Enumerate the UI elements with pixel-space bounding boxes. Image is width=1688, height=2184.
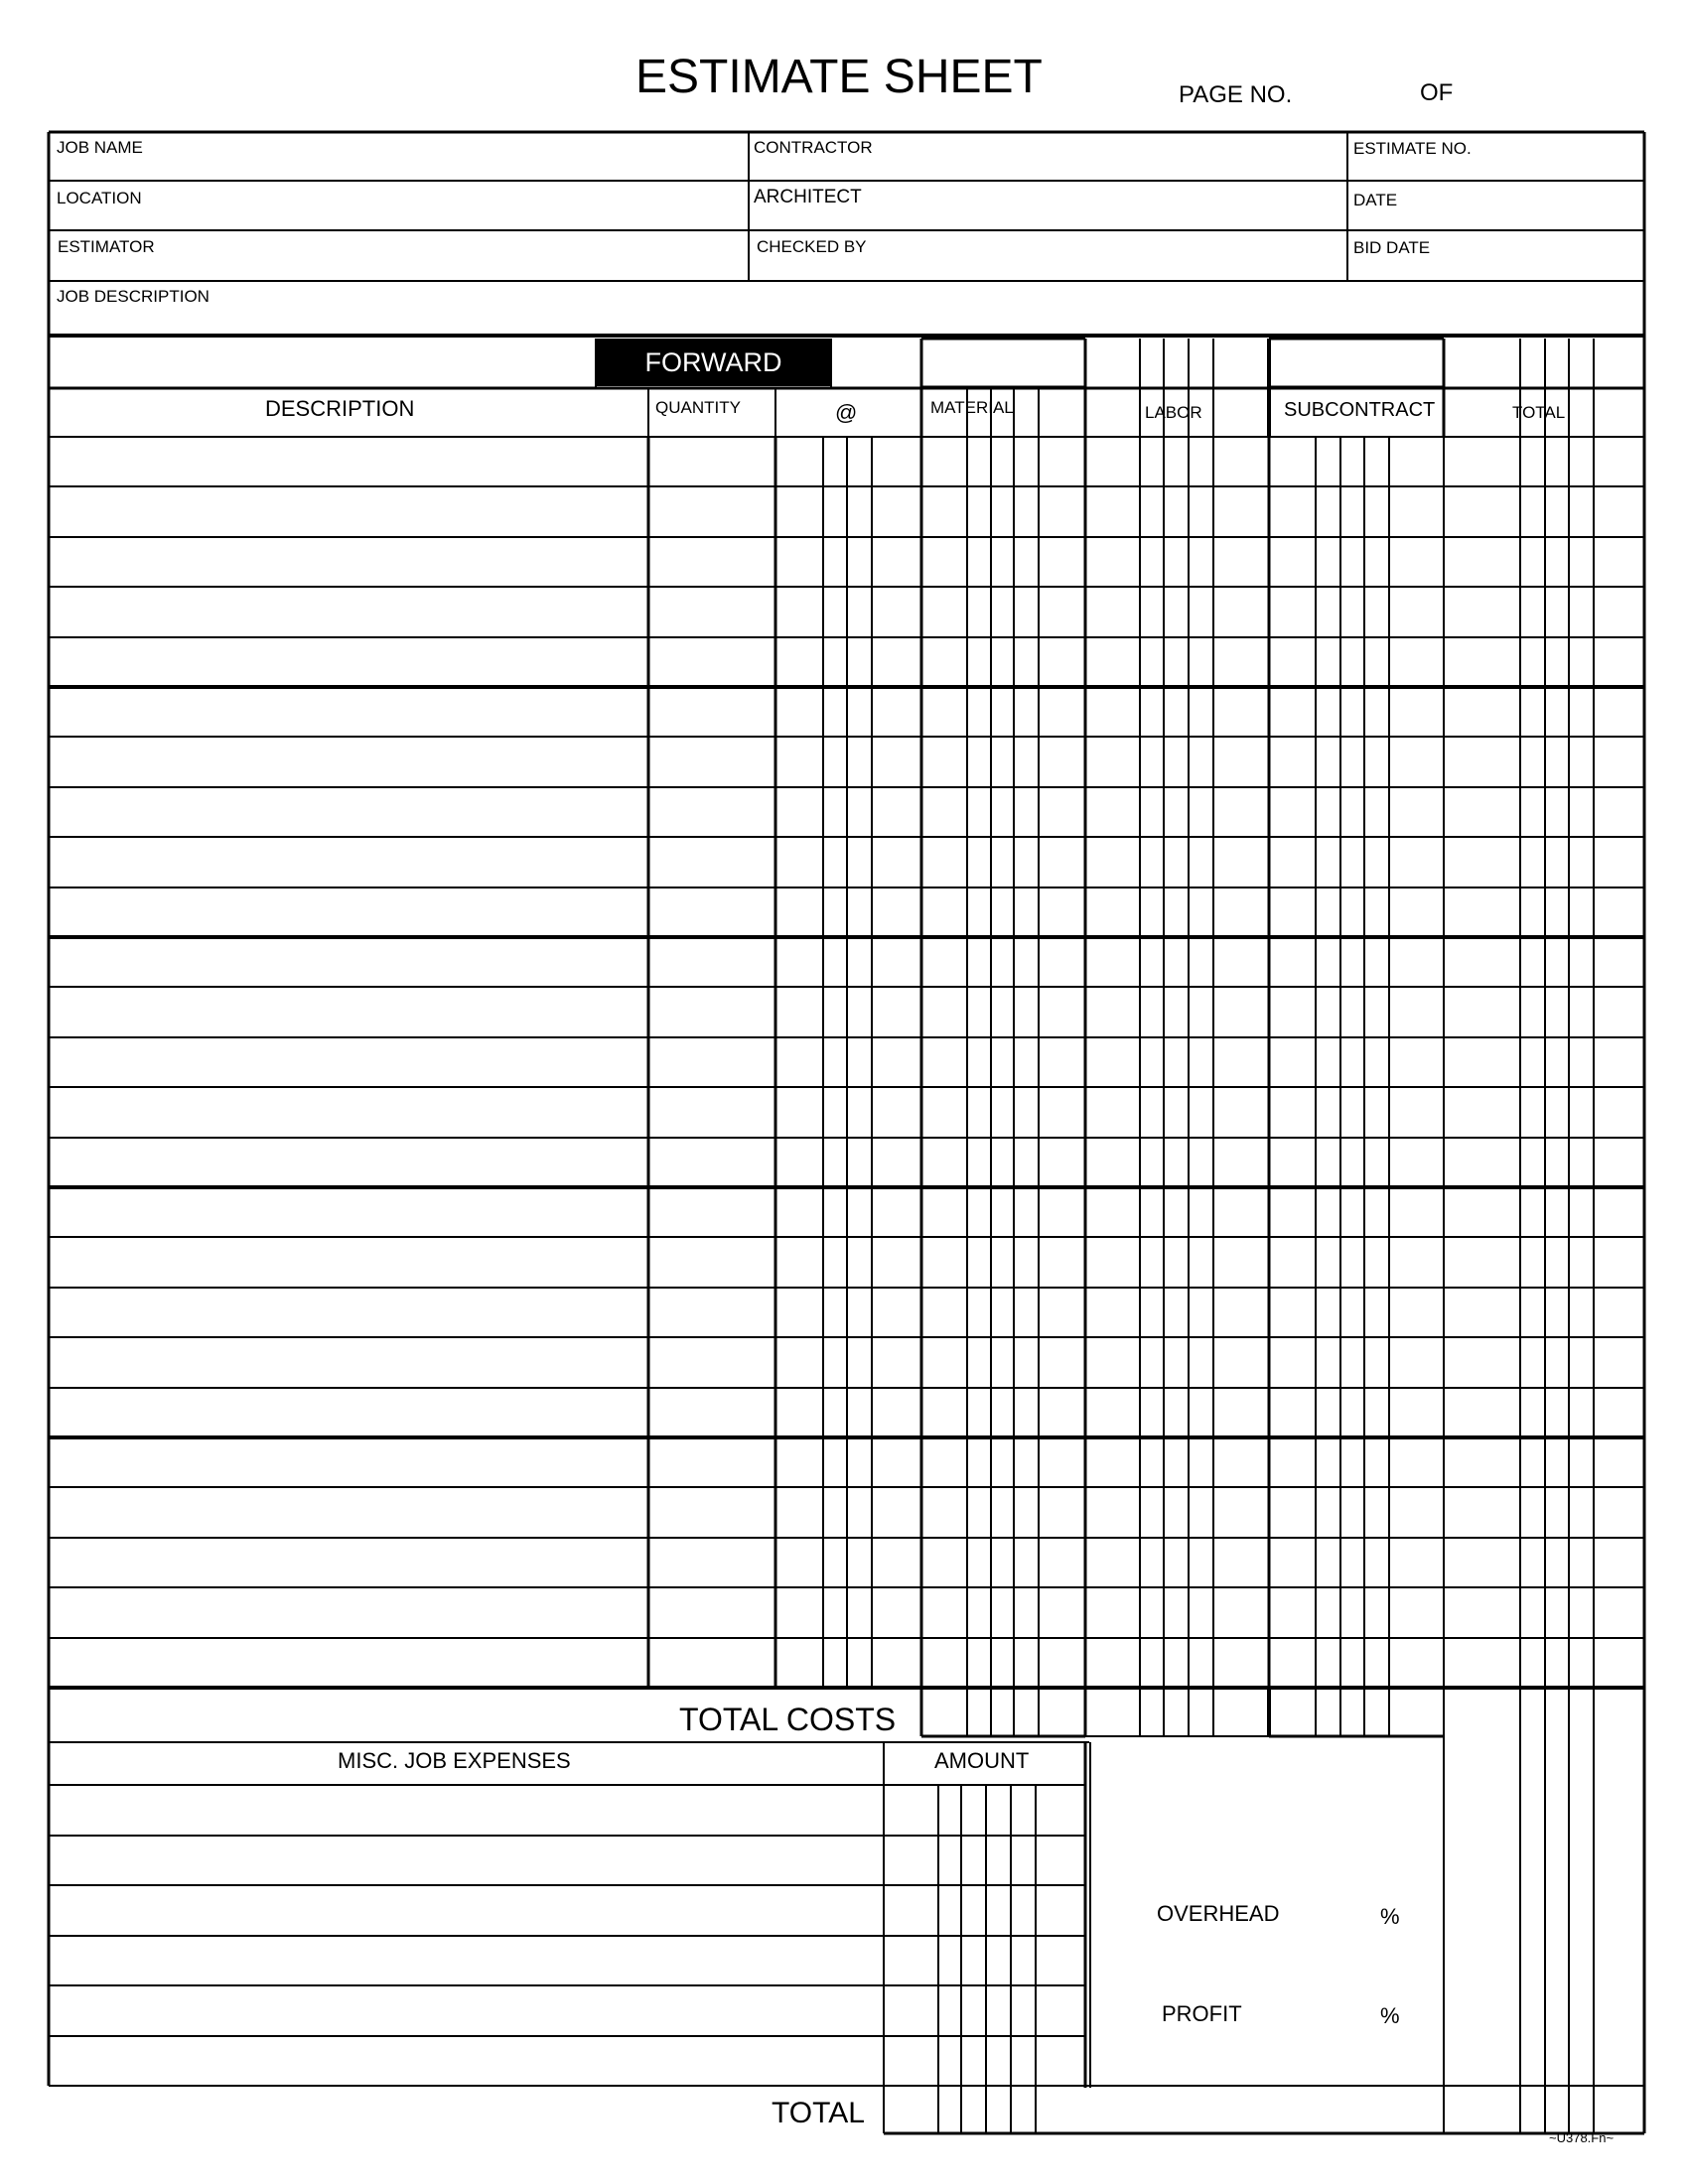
page-title: ESTIMATE SHEET [635,51,1043,103]
profit-percent-sign: % [1380,2003,1400,2028]
bid-date-label: BID DATE [1353,238,1431,257]
job-name-label: JOB NAME [57,138,143,157]
checked-by-label: CHECKED BY [757,237,867,256]
amount-header: AMOUNT [934,1748,1030,1773]
quantity-header: QUANTITY [655,398,741,417]
job-description-label: JOB DESCRIPTION [57,287,210,306]
material-header: MATERIAL [930,398,1014,417]
overhead-percent-sign: % [1380,1904,1400,1929]
profit-label: PROFIT [1162,2001,1242,2026]
unit-price-header: @ [835,400,858,425]
date-label: DATE [1353,191,1398,209]
form-code: ~U378.Fn~ [1549,2130,1615,2145]
forward-label: FORWARD [644,346,782,377]
estimator-label: ESTIMATOR [58,237,155,256]
total-costs-label: TOTAL COSTS [679,1702,897,1737]
overhead-label: OVERHEAD [1157,1901,1280,1926]
page-no-label: PAGE NO. [1179,81,1293,108]
total-header: TOTAL [1512,403,1566,422]
architect-label: ARCHITECT [754,187,862,207]
grand-total-label: TOTAL [772,2097,865,2129]
labor-header: LABOR [1145,403,1202,422]
contractor-label: CONTRACTOR [754,138,873,157]
page-of-label: OF [1420,79,1454,106]
misc-job-expenses-header: MISC. JOB EXPENSES [338,1748,571,1773]
estimate-no-label: ESTIMATE NO. [1353,139,1472,158]
subcontract-header: SUBCONTRACT [1284,399,1436,421]
location-label: LOCATION [57,189,142,207]
description-header: DESCRIPTION [265,396,415,421]
